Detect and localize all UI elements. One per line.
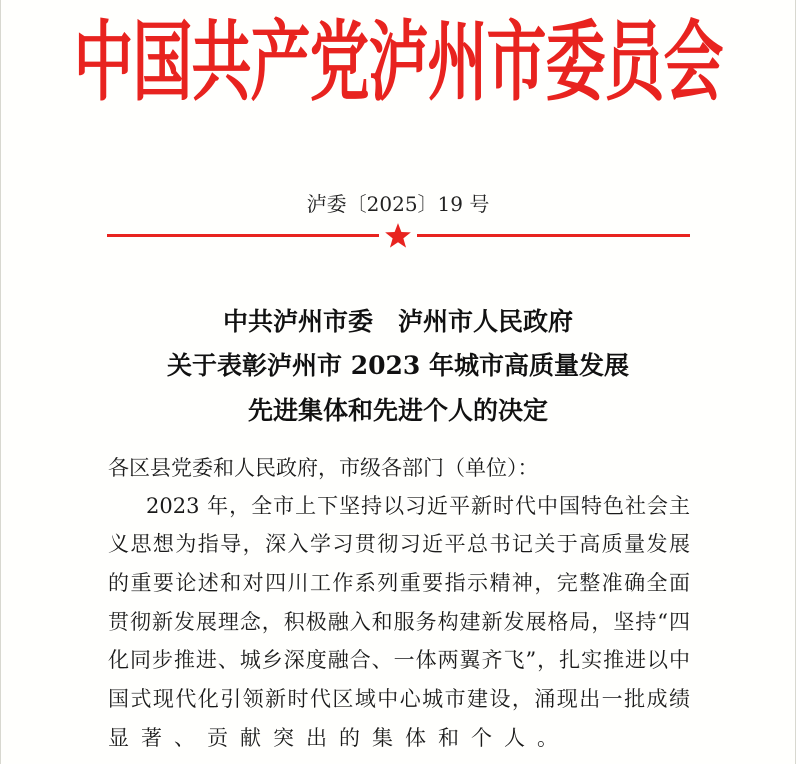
star-icon: [384, 222, 412, 250]
body-line: 的重要论述和对四川工作系列重要指示精神，完整准确全面: [108, 571, 690, 595]
masthead-title: 中国共产党泸州市委员会: [73, 12, 723, 114]
divider-line-right: [417, 234, 690, 237]
divider-line-left: [107, 234, 379, 237]
document-title-line-1: 中共泸州市委 泸州市人民政府: [222, 307, 573, 336]
document-title-line-3: 先进集体和先进个人的决定: [247, 396, 548, 425]
body-line: 国式现代化引领新时代区域中心城市建设，涌现出一批成绩: [108, 687, 690, 711]
body-line: 2023 年，全市上下坚持以习近平新时代中国特色社会主: [146, 494, 690, 518]
salutation: 各区县党委和人民政府，市级各部门（单位）：: [108, 456, 539, 480]
body-line: 贯彻新发展理念，积极融入和服务构建新发展格局，坚持“四: [108, 610, 690, 634]
body-line: 义思想为指导，深入学习贯彻习近平总书记关于高质量发展: [108, 532, 690, 556]
document-title-line-2: 关于表彰泸州市 2023 年城市高质量发展: [167, 351, 629, 380]
page-edge-left: [0, 0, 1, 764]
document-number: 泸委〔2025〕19 号: [306, 192, 490, 216]
body-line: 显著、贡献突出的集体和个人。: [108, 726, 570, 750]
body-line: 化同步推进、城乡深度融合、一体两翼齐飞”，扎实推进以中: [108, 648, 690, 672]
